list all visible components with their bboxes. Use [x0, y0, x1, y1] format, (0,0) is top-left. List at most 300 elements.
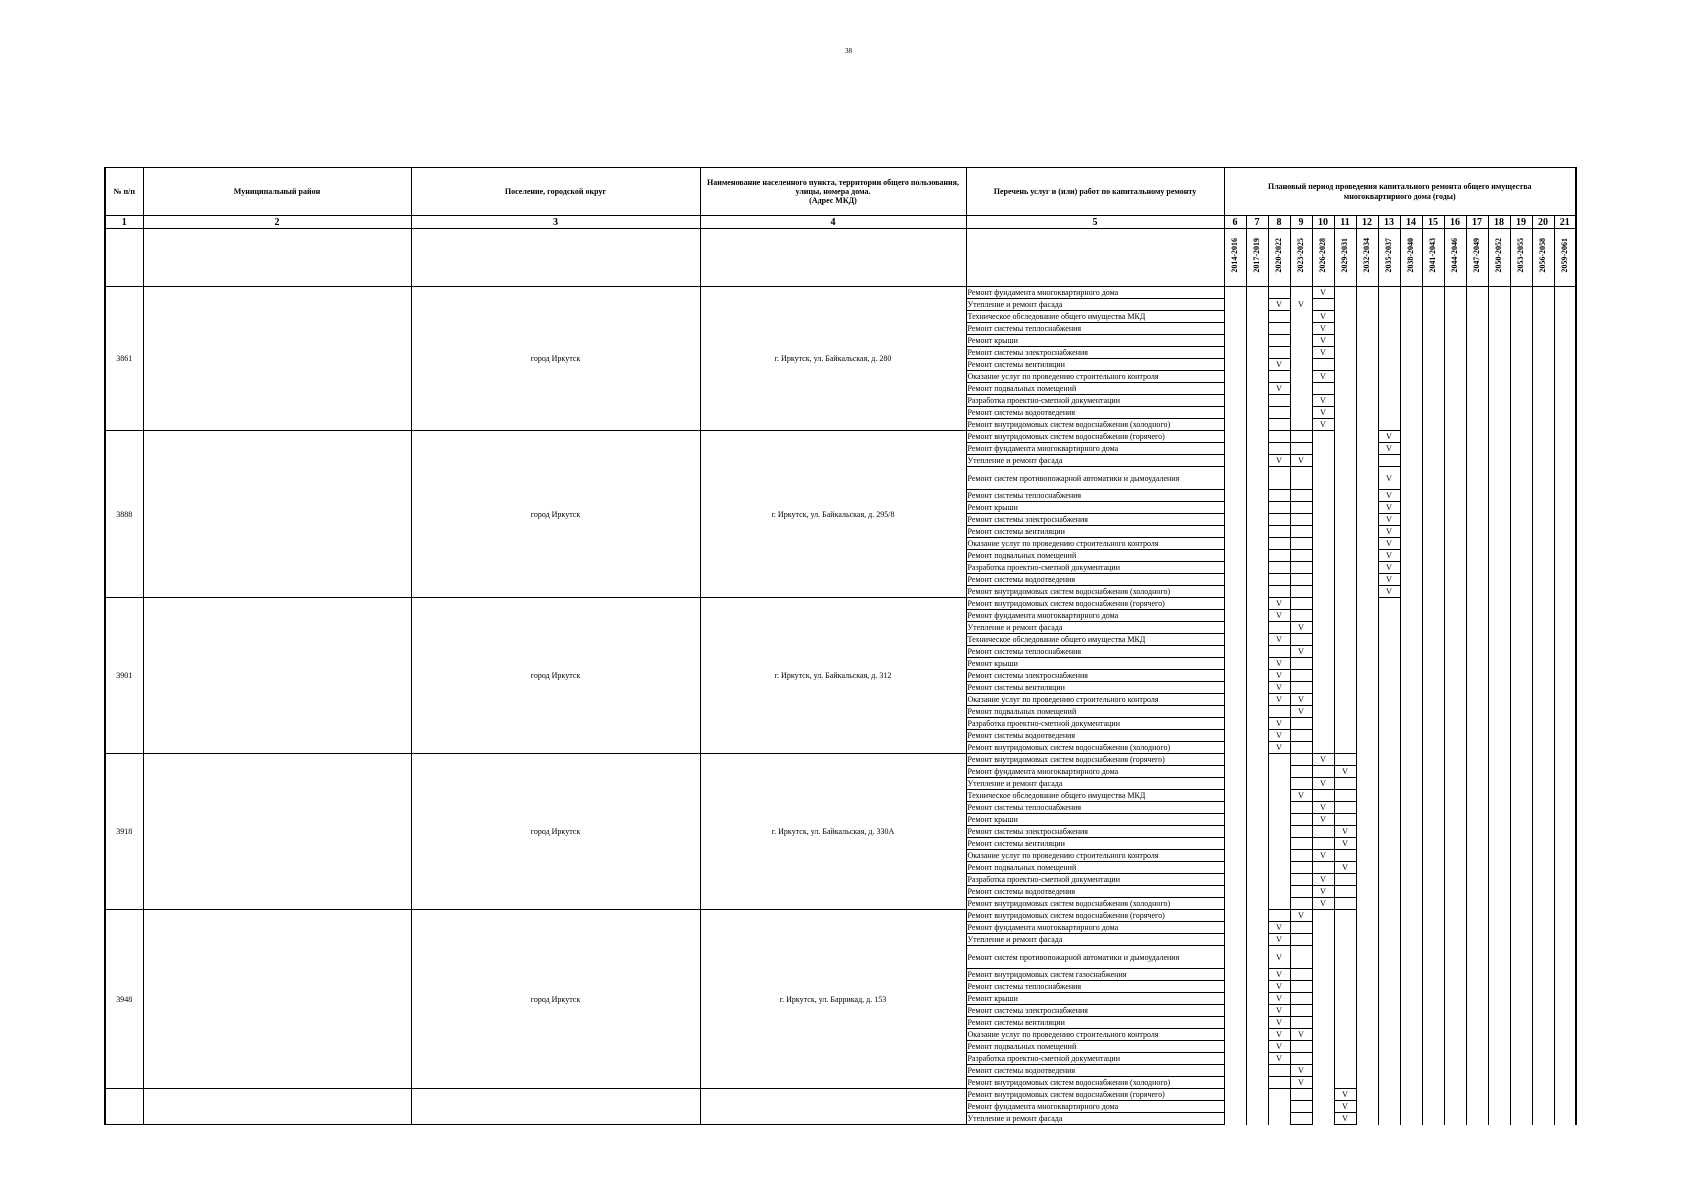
period-cell: [1510, 766, 1532, 778]
period-cell: [1400, 586, 1422, 598]
period-mark: V: [1334, 862, 1356, 874]
period-cell: [1400, 1113, 1422, 1125]
period-cell: [1246, 838, 1268, 850]
period-cell: [1488, 1089, 1510, 1101]
period-cell: [1356, 1101, 1378, 1113]
period-cell: [1532, 922, 1554, 934]
work-item: Ремонт систем противопожарной автоматики и дымоудаления: [966, 946, 1224, 969]
period-cell: [1334, 1029, 1356, 1041]
period-cell: [1532, 730, 1554, 742]
period-mark: V: [1334, 1101, 1356, 1113]
period-cell: [1488, 443, 1510, 455]
period-cell: [1554, 946, 1576, 969]
period-cell: [1532, 969, 1554, 981]
period-cell: [1356, 934, 1378, 946]
period-cell: [1444, 1113, 1466, 1125]
column-number: 2: [143, 216, 411, 229]
period-cell: [1422, 1029, 1444, 1041]
period-cell: [1356, 981, 1378, 993]
period-cell: [1246, 634, 1268, 646]
period-cell: [1422, 1017, 1444, 1029]
period-cell: [1532, 359, 1554, 371]
period-cell: [1400, 359, 1422, 371]
period-cell: [1466, 574, 1488, 586]
period-cell: [1356, 359, 1378, 371]
period-cell: [1378, 1041, 1400, 1053]
period-cell: [1444, 1065, 1466, 1077]
period-cell: [1334, 778, 1356, 790]
period-cell: [1290, 371, 1312, 383]
period-cell: [1488, 574, 1510, 586]
period-cell: [1400, 754, 1422, 766]
period-cell: [1356, 1113, 1378, 1125]
period-cell: [1488, 550, 1510, 562]
period-cell: [1510, 1053, 1532, 1065]
period-cell: [1488, 407, 1510, 419]
work-item: Ремонт системы теплоснабжения: [966, 490, 1224, 502]
period-mark: V: [1312, 347, 1334, 359]
period-cell: [1312, 383, 1334, 395]
period-cell: [1466, 299, 1488, 311]
period-cell: [1532, 1077, 1554, 1089]
period-cell: [1378, 682, 1400, 694]
period-cell: [1554, 862, 1576, 874]
period-cell: [1400, 323, 1422, 335]
work-item: Ремонт системы электроснабжения: [966, 826, 1224, 838]
period-cell: [1444, 922, 1466, 934]
period-cell: [1312, 862, 1334, 874]
period-row: [105, 229, 1576, 287]
column-number: 21: [1554, 216, 1576, 229]
period-cell: [1356, 886, 1378, 898]
period-cell: [1400, 1101, 1422, 1113]
period-cell: [1422, 682, 1444, 694]
period-label-cell: [1378, 229, 1400, 287]
period-cell: [1356, 586, 1378, 598]
period-cell: [1422, 526, 1444, 538]
period-cell: [1224, 910, 1246, 922]
period-cell: [1444, 910, 1466, 922]
period-cell: [1378, 826, 1400, 838]
period-cell: [1444, 778, 1466, 790]
period-cell: [1246, 455, 1268, 467]
period-cell: [1532, 993, 1554, 1005]
period-mark: V: [1312, 287, 1334, 299]
period-cell: [1466, 838, 1488, 850]
period-cell: [1444, 802, 1466, 814]
period-cell: [1334, 419, 1356, 431]
period-cell: [1378, 766, 1400, 778]
period-cell: [1290, 359, 1312, 371]
period-cell: [1400, 431, 1422, 443]
period-cell: [1268, 1101, 1290, 1113]
period-cell: [1378, 1089, 1400, 1101]
period-cell: [1554, 550, 1576, 562]
period-cell: [1444, 981, 1466, 993]
period-cell: [1290, 574, 1312, 586]
period-mark: V: [1290, 455, 1312, 467]
period-cell: [1378, 754, 1400, 766]
period-cell: [1356, 622, 1378, 634]
period-cell: [1532, 790, 1554, 802]
period-cell: [1224, 718, 1246, 730]
period-cell: [1356, 335, 1378, 347]
period-cell: [1554, 922, 1576, 934]
period-mark: V: [1378, 431, 1400, 443]
period-cell: [1334, 790, 1356, 802]
period-cell: [1356, 993, 1378, 1005]
period-cell: [1290, 1005, 1312, 1017]
period-cell: [1400, 455, 1422, 467]
period-cell: [1246, 1089, 1268, 1101]
period-cell: [1510, 1041, 1532, 1053]
period-cell: [1334, 490, 1356, 502]
period-cell: [1532, 981, 1554, 993]
period-cell: [1444, 742, 1466, 754]
period-cell: [1400, 658, 1422, 670]
period-cell: [1532, 1029, 1554, 1041]
period-cell: [1532, 610, 1554, 622]
period-cell: [1290, 922, 1312, 934]
period-cell: [1532, 550, 1554, 562]
period-cell: [1268, 311, 1290, 323]
period-cell: [1312, 467, 1334, 490]
period-cell: [1510, 1017, 1532, 1029]
period-cell: [1510, 407, 1532, 419]
period-cell: [1532, 407, 1554, 419]
period-cell: [1422, 467, 1444, 490]
period-cell: [1532, 1101, 1554, 1113]
period-cell: [1466, 383, 1488, 395]
period-label: 2014-2016: [1230, 237, 1239, 273]
period-cell: [1400, 538, 1422, 550]
period-cell: [1246, 694, 1268, 706]
work-item: Утепление и ремонт фасада: [966, 622, 1224, 634]
period-cell: [1246, 730, 1268, 742]
period-cell: [1532, 574, 1554, 586]
period-mark: V: [1268, 299, 1290, 311]
period-cell: [1246, 778, 1268, 790]
period-cell: [1224, 898, 1246, 910]
period-cell: [1488, 658, 1510, 670]
period-mark: V: [1312, 311, 1334, 323]
period-cell: [1356, 862, 1378, 874]
period-cell: [1224, 1053, 1246, 1065]
period-cell: [1334, 922, 1356, 934]
work-item: Ремонт внутридомовых систем водоснабжения (горячего): [966, 1089, 1224, 1101]
period-cell: [1488, 359, 1510, 371]
period-cell: [1246, 718, 1268, 730]
period-cell: [1466, 934, 1488, 946]
period-cell: [1488, 850, 1510, 862]
period-cell: [1356, 395, 1378, 407]
period-cell: [1246, 467, 1268, 490]
work-item: Ремонт внутридомовых систем водоснабжения (холодного): [966, 586, 1224, 598]
period-cell: [1488, 598, 1510, 610]
period-cell: [1422, 814, 1444, 826]
period-cell: [1510, 634, 1532, 646]
period-cell: [1510, 383, 1532, 395]
period-cell: [1312, 299, 1334, 311]
period-mark: V: [1268, 742, 1290, 754]
work-item: Ремонт фундамента многоквартирного дома: [966, 766, 1224, 778]
period-cell: [1532, 670, 1554, 682]
period-cell: [1400, 1089, 1422, 1101]
period-cell: [1466, 898, 1488, 910]
period-cell: [1554, 910, 1576, 922]
period-cell: [1334, 706, 1356, 718]
period-cell: [1224, 1089, 1246, 1101]
period-cell: [1246, 766, 1268, 778]
period-cell: [1356, 790, 1378, 802]
table-row: [105, 910, 1576, 922]
table-row: [105, 754, 1576, 766]
period-cell: [1400, 946, 1422, 969]
period-cell: [1488, 802, 1510, 814]
period-cell: [1312, 526, 1334, 538]
period-mark: V: [1268, 946, 1290, 969]
period-row-blank: [700, 229, 966, 287]
period-cell: [1466, 1065, 1488, 1077]
period-cell: [1466, 658, 1488, 670]
period-cell: [1312, 1113, 1334, 1125]
period-cell: [1378, 993, 1400, 1005]
period-label: 2029-2031: [1340, 237, 1349, 273]
period-mark: V: [1312, 802, 1334, 814]
period-cell: [1268, 706, 1290, 718]
period-cell: [1532, 299, 1554, 311]
period-cell: [1246, 1041, 1268, 1053]
period-cell: [1554, 670, 1576, 682]
period-cell: [1224, 838, 1246, 850]
period-label-cell: [1246, 229, 1268, 287]
period-cell: [1312, 730, 1334, 742]
period-cell: [1378, 778, 1400, 790]
period-cell: [1422, 790, 1444, 802]
period-mark: V: [1290, 1065, 1312, 1077]
period-cell: [1224, 981, 1246, 993]
period-cell: [1422, 886, 1444, 898]
period-cell: [1378, 1077, 1400, 1089]
period-cell: [1246, 706, 1268, 718]
column-number: 16: [1444, 216, 1466, 229]
period-cell: [1312, 694, 1334, 706]
period-cell: [1444, 371, 1466, 383]
period-mark: V: [1290, 706, 1312, 718]
work-item: Ремонт системы водоотведения: [966, 407, 1224, 419]
period-cell: [1554, 658, 1576, 670]
period-cell: [1290, 467, 1312, 490]
period-cell: [1466, 790, 1488, 802]
work-item: Ремонт систем противопожарной автоматики и дымоудаления: [966, 467, 1224, 490]
period-cell: [1488, 335, 1510, 347]
period-cell: [1532, 802, 1554, 814]
period-cell: [1268, 778, 1290, 790]
period-cell: [1400, 550, 1422, 562]
period-mark: V: [1312, 754, 1334, 766]
period-label-cell: [1444, 229, 1466, 287]
column-number: 14: [1400, 216, 1422, 229]
period-cell: [1246, 802, 1268, 814]
period-cell: [1246, 790, 1268, 802]
period-mark: V: [1378, 514, 1400, 526]
period-cell: [1290, 718, 1312, 730]
period-cell: [1400, 730, 1422, 742]
period-cell: [1466, 431, 1488, 443]
period-cell: [1356, 455, 1378, 467]
period-cell: [1554, 467, 1576, 490]
period-cell: [1532, 311, 1554, 323]
period-cell: [1268, 886, 1290, 898]
period-mark: V: [1378, 467, 1400, 490]
period-cell: [1488, 610, 1510, 622]
period-cell: [1268, 407, 1290, 419]
period-cell: [1554, 538, 1576, 550]
table-body: [105, 287, 1576, 1125]
period-cell: [1422, 490, 1444, 502]
period-mark: V: [1290, 910, 1312, 922]
column-number: 5: [966, 216, 1224, 229]
period-cell: [1444, 586, 1466, 598]
period-cell: [1444, 1053, 1466, 1065]
period-cell: [1268, 586, 1290, 598]
period-cell: [1246, 562, 1268, 574]
period-cell: [1268, 371, 1290, 383]
period-cell: [1268, 1077, 1290, 1089]
period-cell: [1356, 682, 1378, 694]
work-item: Ремонт подвальных помещений: [966, 862, 1224, 874]
period-cell: [1246, 1005, 1268, 1017]
period-mark: V: [1378, 538, 1400, 550]
period-cell: [1246, 1029, 1268, 1041]
period-cell: [1224, 730, 1246, 742]
period-cell: [1312, 359, 1334, 371]
period-cell: [1246, 514, 1268, 526]
column-number: 15: [1422, 216, 1444, 229]
period-cell: [1554, 646, 1576, 658]
period-cell: [1510, 455, 1532, 467]
period-cell: [1312, 742, 1334, 754]
period-cell: [1554, 1029, 1576, 1041]
period-cell: [1246, 1101, 1268, 1113]
period-cell: [1488, 1077, 1510, 1089]
period-cell: [1224, 383, 1246, 395]
period-cell: [1400, 862, 1422, 874]
period-cell: [1268, 790, 1290, 802]
period-mark: V: [1268, 922, 1290, 934]
period-cell: [1532, 682, 1554, 694]
period-cell: [1246, 395, 1268, 407]
settlement-cell: город Иркутск: [411, 431, 700, 598]
period-cell: [1312, 658, 1334, 670]
period-cell: [1400, 1053, 1422, 1065]
period-cell: [1290, 347, 1312, 359]
period-cell: [1400, 886, 1422, 898]
work-item: Разработка проектно-сметной документации: [966, 1053, 1224, 1065]
period-cell: [1400, 646, 1422, 658]
period-cell: [1400, 287, 1422, 299]
period-label: 2038-2040: [1406, 237, 1415, 273]
period-cell: [1510, 287, 1532, 299]
period-cell: [1290, 886, 1312, 898]
period-cell: [1488, 1029, 1510, 1041]
column-number: 1: [105, 216, 143, 229]
period-cell: [1488, 1041, 1510, 1053]
period-cell: [1510, 886, 1532, 898]
period-cell: [1444, 874, 1466, 886]
period-cell: [1290, 610, 1312, 622]
period-cell: [1378, 850, 1400, 862]
period-cell: [1246, 993, 1268, 1005]
period-cell: [1510, 694, 1532, 706]
period-cell: [1488, 754, 1510, 766]
period-cell: [1466, 1017, 1488, 1029]
period-mark: V: [1378, 550, 1400, 562]
period-cell: [1554, 335, 1576, 347]
work-item: Ремонт системы электроснабжения: [966, 1005, 1224, 1017]
period-cell: [1488, 706, 1510, 718]
period-cell: [1422, 742, 1444, 754]
period-cell: [1510, 718, 1532, 730]
period-cell: [1422, 694, 1444, 706]
period-cell: [1400, 526, 1422, 538]
period-cell: [1290, 766, 1312, 778]
period-cell: [1356, 778, 1378, 790]
column-number: 7: [1246, 216, 1268, 229]
period-cell: [1246, 502, 1268, 514]
work-item: Ремонт системы теплоснабжения: [966, 323, 1224, 335]
work-item: Ремонт системы водоотведения: [966, 574, 1224, 586]
period-cell: [1488, 514, 1510, 526]
period-cell: [1246, 826, 1268, 838]
period-cell: [1400, 814, 1422, 826]
period-cell: [1246, 431, 1268, 443]
period-cell: [1422, 1065, 1444, 1077]
period-cell: [1356, 598, 1378, 610]
period-cell: [1224, 1029, 1246, 1041]
address-cell: г. Иркутск, ул. Байкальская, д. 280: [700, 287, 966, 431]
period-cell: [1400, 1065, 1422, 1077]
period-cell: [1510, 467, 1532, 490]
period-cell: [1224, 443, 1246, 455]
period-cell: [1422, 646, 1444, 658]
period-cell: [1510, 778, 1532, 790]
period-cell: [1400, 467, 1422, 490]
period-cell: [1444, 1005, 1466, 1017]
period-cell: [1400, 311, 1422, 323]
period-cell: [1334, 1017, 1356, 1029]
period-cell: [1466, 395, 1488, 407]
period-cell: [1444, 754, 1466, 766]
period-mark: V: [1290, 1077, 1312, 1089]
period-cell: [1356, 287, 1378, 299]
period-cell: [1400, 490, 1422, 502]
period-cell: [1444, 898, 1466, 910]
period-cell: [1224, 335, 1246, 347]
period-cell: [1444, 718, 1466, 730]
period-cell: [1246, 1113, 1268, 1125]
period-cell: [1510, 946, 1532, 969]
period-cell: [1444, 826, 1466, 838]
period-cell: [1334, 934, 1356, 946]
period-cell: [1290, 682, 1312, 694]
period-cell: [1334, 550, 1356, 562]
work-item: Ремонт внутридомовых систем водоснабжения (холодного): [966, 419, 1224, 431]
work-item: Техническое обследование общего имущества МКД: [966, 790, 1224, 802]
period-cell: [1488, 299, 1510, 311]
period-cell: [1532, 287, 1554, 299]
period-cell: [1444, 359, 1466, 371]
